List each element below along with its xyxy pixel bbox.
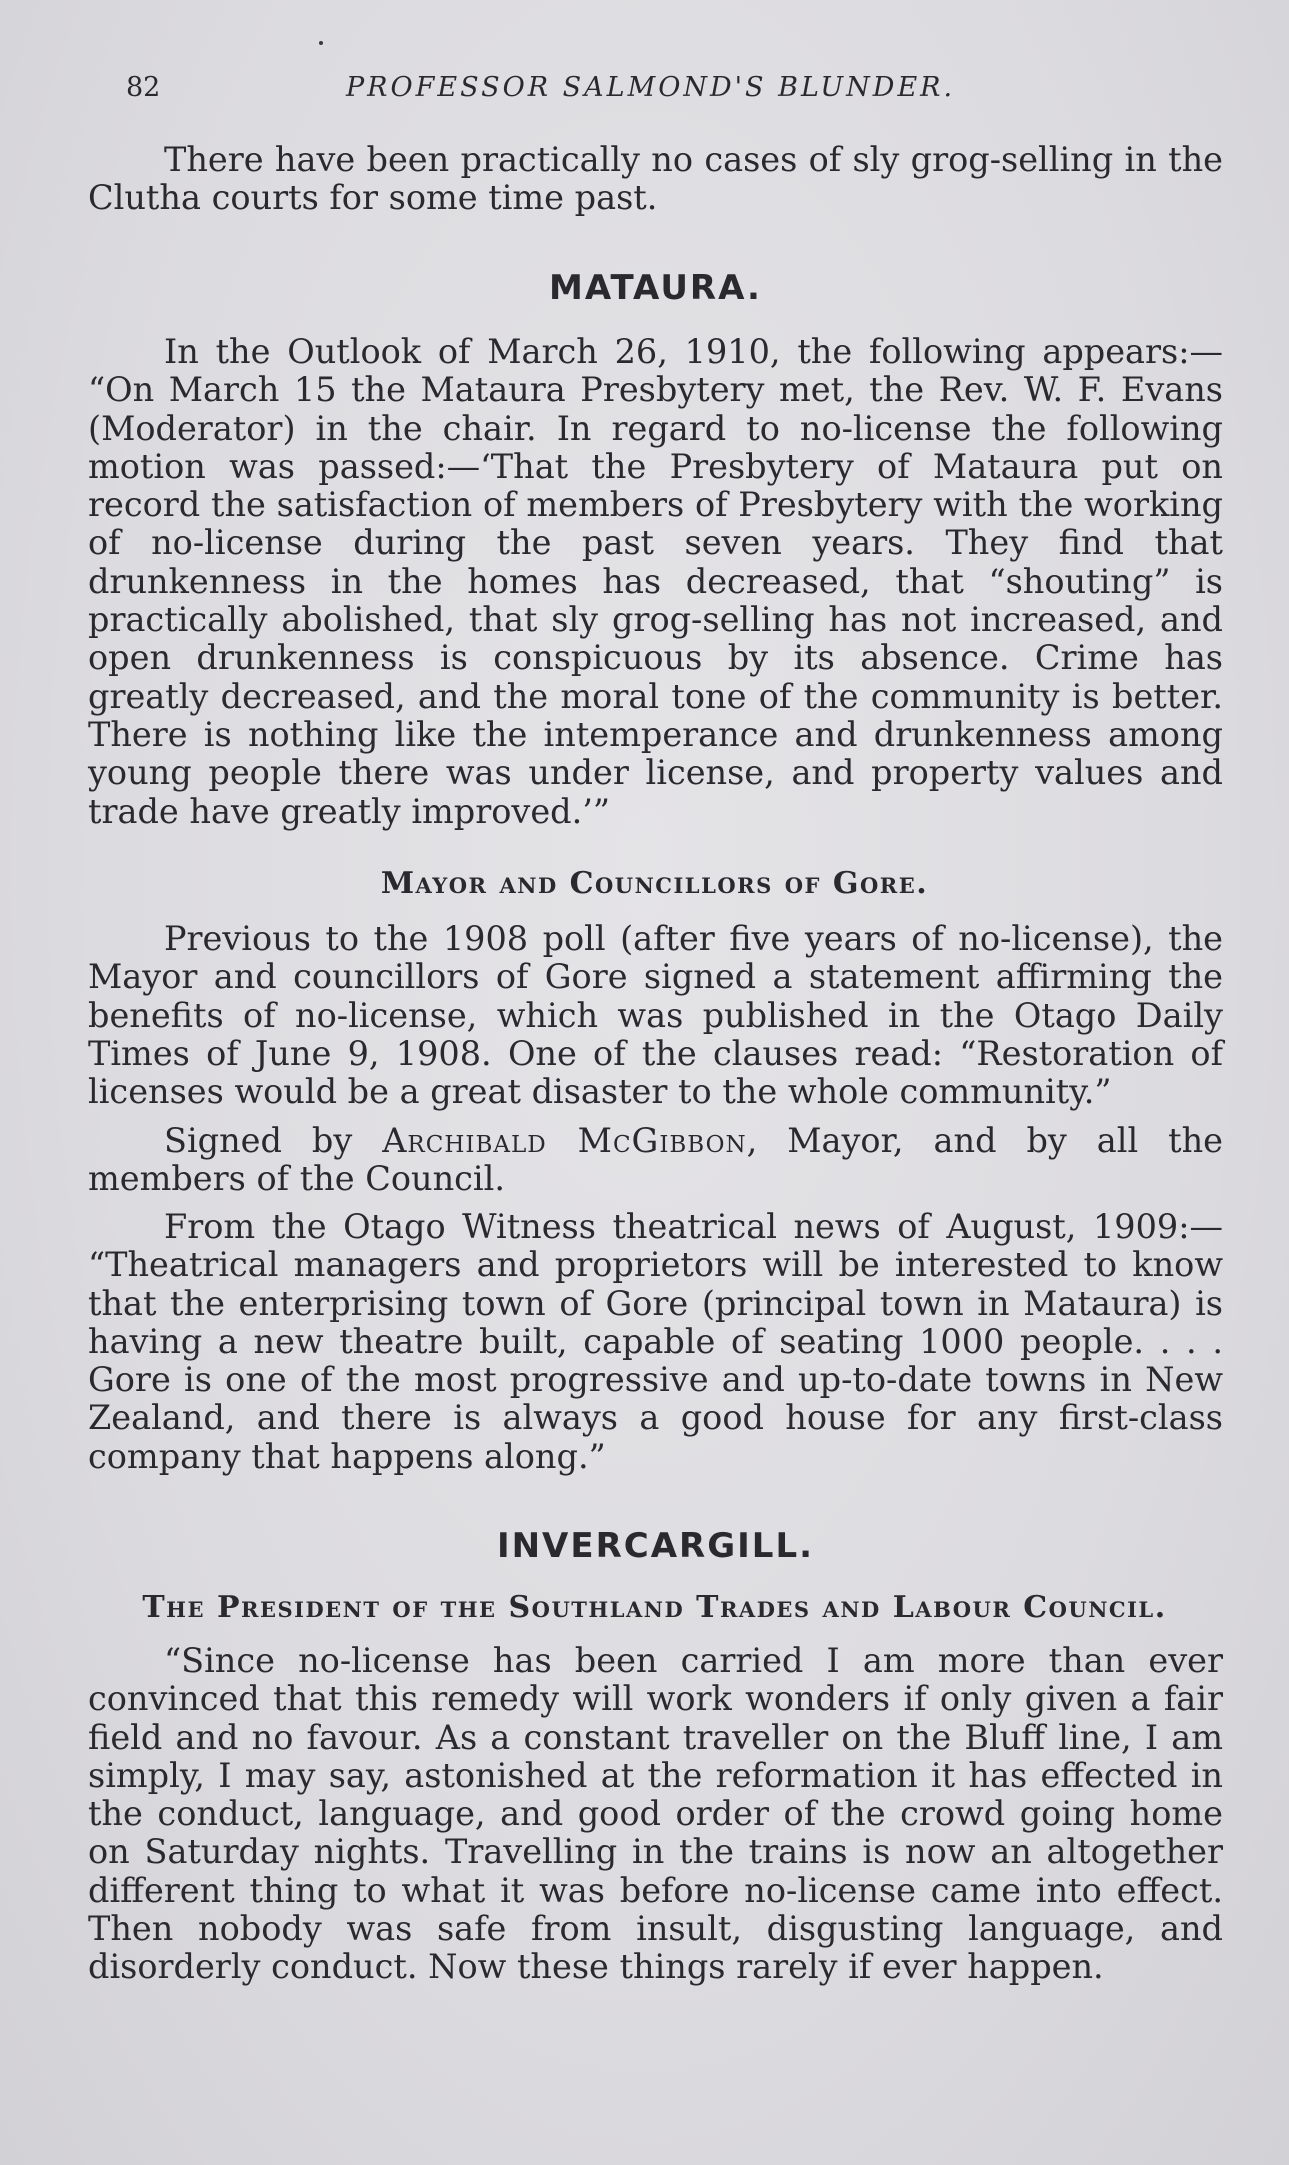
- running-title: PROFESSOR SALMOND'S BLUNDER.: [346, 72, 956, 103]
- section-heading-invercargill: INVERCARGILL.: [496, 1526, 815, 1566]
- signatory-name: Archibald McGibbon: [382, 1121, 747, 1160]
- signed-prefix: Signed by: [164, 1121, 353, 1160]
- subheading-mayor-councillors: Mayor and Councillors of Gore.: [380, 866, 929, 901]
- signed-paragraph: [88, 1122, 1223, 1199]
- signed-suffix: , Mayor, and by all the members of the Council.: [88, 1121, 1223, 1199]
- intro-paragraph: There have been practically no cases of sly grog-selling in the Clutha courts for some time past.: [88, 140, 1223, 218]
- southland-quote-paragraph: “Since no-license has been carried I am more than ever convinced that this remedy will work wonders if only given a fair field and no favour. As a constant traveller on the Bluff line, I am simply, I may say, astonished at the reformation it has effected in the conduct, language, and good order of the crowd going home on Saturday nights. Travelling in the trains is now an altogether different thing to what it was before no-license came into effect. Then nobody was safe from insult, disgusting language, and disorderly conduct. Now these things rarely if ever happen.: [88, 1641, 1223, 1987]
- ink-speck: [319, 41, 323, 45]
- otago-witness-paragraph: From the Otago Witness theatrical news of August, 1909:— “Theatrical managers and proprietors will be interested to know that the enterprising town of Gore (principal town in Mataura) is having a new theatre built, capable of seating 1000 people. . . . Gore is one of the most progressive and up-to-date towns in New Zealand, and there is always a good house for any first-class company that happens along.”: [88, 1207, 1223, 1476]
- section-heading-mataura: MATAURA.: [549, 268, 762, 308]
- gore-statement-paragraph: Previous to the 1908 poll (after five years of no-license), the Mayor and councillors of Gore signed a statement affirming the benefits of no-license, which was published in the Otago Daily Times of June 9, 1908. One of the clauses read: “Restoration of licenses would be a great disaster to the whole community.”: [88, 919, 1223, 1112]
- subheading-southland-president: The President of the Southland Trades and Labour Council.: [142, 1590, 1167, 1625]
- running-header: [126, 72, 1226, 112]
- outlook-quote-paragraph: In the Outlook of March 26, 1910, the following appears:— “On March 15 the Mataura Presbytery met, the Rev. W. F. Evans (Moderator) in the chair. In regard to no-license the following motion was passed:—‘That the Presbytery of Mataura put on record the satisfaction of members of Presbytery with the working of no-license during the past seven years. They find that drunkenness in the homes has decreased, that “shouting” is practically abolished, that sly grog-selling has not increased, and open drunkenness is conspicuous by its absence. Crime has greatly decreased, and the moral tone of the community is better. There is nothing like the intemperance and drunkenness among young people there was under license, and property values and trade have greatly improved.’”: [88, 332, 1223, 831]
- page-number: 82: [126, 72, 161, 103]
